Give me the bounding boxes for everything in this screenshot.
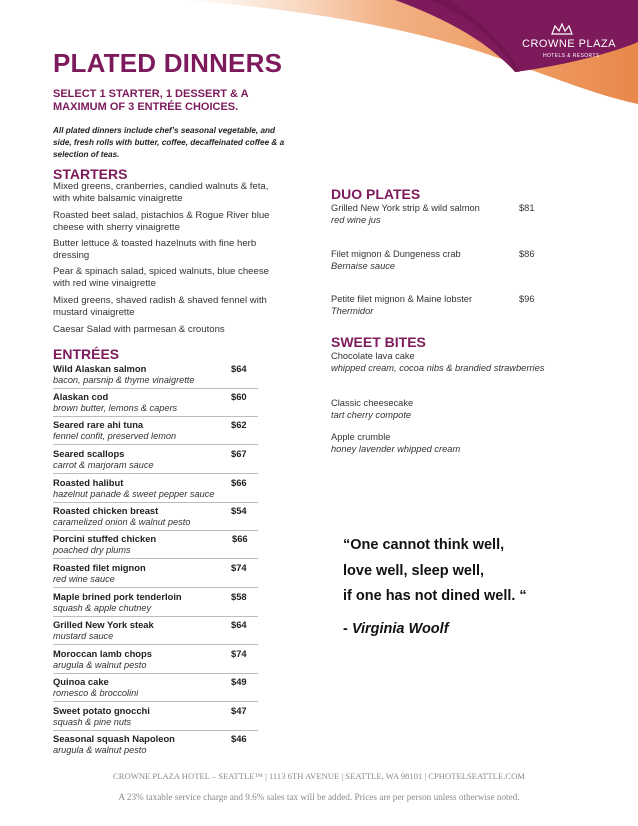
entree-name: Seared scallops xyxy=(53,448,125,459)
entree-price: $64 xyxy=(231,619,247,630)
entree-desc: red wine sauce xyxy=(53,574,115,584)
row-divider xyxy=(53,473,258,474)
starter-item: Pear & spinach salad, spiced walnuts, blue cheese with red wine vinaigrette xyxy=(53,266,269,289)
starter-item: Roasted beet salad, pistachios & Rogue River blue cheese with sherry vinaigrette xyxy=(53,210,270,233)
row-divider xyxy=(53,644,258,645)
entree-desc: caramelized onion & walnut pesto xyxy=(53,517,191,527)
entree-desc: arugula & walnut pesto xyxy=(53,660,147,670)
entree-price: $54 xyxy=(231,505,247,516)
footer-note: A 23% taxable service charge and 9.6% sales tax will be added. Prices are per person unless otherwise noted. xyxy=(118,792,520,802)
duo-name: Petite filet mignon & Maine lobster xyxy=(331,294,473,304)
quote-block xyxy=(343,533,603,610)
row-divider xyxy=(53,502,258,503)
entree-name: Quinoa cake xyxy=(53,676,109,687)
entree-desc: fennel confit, preserved lemon xyxy=(53,431,177,441)
quote-line: if one has not dined well. “ xyxy=(343,588,527,604)
entree-price: $74 xyxy=(231,648,247,659)
entree-desc: bacon, parsnip & thyme vinaigrette xyxy=(53,375,195,385)
duo-price: $81 xyxy=(519,203,535,213)
footer-address: CROWNE PLAZA HOTEL – SEATTLE™ | 1113 6TH AVENUE | SEATTLE, WA 98101 | CPHOTELSEATTLE.COM xyxy=(113,771,525,781)
entree-desc: carrot & marjoram sauce xyxy=(53,460,154,470)
starter-item: Butter lettuce & toasted hazelnuts with fine herb dressing xyxy=(53,238,257,261)
entree-desc: poached dry plums xyxy=(53,545,131,555)
quote-line: love well, sleep well, xyxy=(343,562,485,579)
selection-note: SELECT 1 STARTER, 1 DESSERT & A MAXIMUM OF 3 ENTRÉE CHOICES. xyxy=(53,88,249,113)
starter-item: Caesar Salad with parmesan & croutons xyxy=(53,324,225,335)
sweets-heading: SWEET BITES xyxy=(331,334,426,350)
entree-desc: romesco & broccolini xyxy=(53,688,139,698)
entree-name: Porcini stuffed chicken xyxy=(53,533,157,544)
entrees-heading: ENTRÉES xyxy=(53,346,120,362)
sweet-name: Apple crumble xyxy=(331,432,391,442)
entree-price: $67 xyxy=(231,448,247,459)
sweet-desc: whipped cream, cocoa nibs & brandied strawberries xyxy=(331,363,545,373)
duo-desc: red wine jus xyxy=(331,215,381,225)
entree-desc: mustard sauce xyxy=(53,631,114,641)
row-divider xyxy=(53,416,258,417)
duo-desc: Bernaise sauce xyxy=(331,261,396,271)
crown-logo-icon xyxy=(551,22,573,36)
duo-price: $96 xyxy=(519,294,535,304)
intro-text: All plated dinners include chef’s seasonal vegetable, and side, fresh rolls with butter, coffee, decaffeinated coffee & a selection of teas. xyxy=(53,126,285,159)
sweet-desc: honey lavender whipped cream xyxy=(331,444,461,454)
sweet-desc: tart cherry compote xyxy=(331,410,412,420)
entree-price: $46 xyxy=(231,733,247,744)
starter-item: Mixed greens, cranberries, candied walnuts & feta, with white balsamic vinaigrette xyxy=(53,181,269,204)
row-divider xyxy=(53,388,258,389)
brand-sub: HOTELS & RESORTS xyxy=(543,53,600,59)
duo-name: Grilled New York strip & wild salmon xyxy=(331,203,480,213)
entree-price: $47 xyxy=(231,705,247,716)
entree-name: Moroccan lamb chops xyxy=(53,648,152,659)
entree-desc: arugula & walnut pesto xyxy=(53,745,147,755)
entree-name: Roasted chicken breast xyxy=(53,505,159,516)
brand-name: CROWNE PLAZA xyxy=(522,38,617,50)
duo-name: Filet mignon & Dungeness crab xyxy=(331,249,461,259)
entree-price: $62 xyxy=(231,419,247,430)
page-title: PLATED DINNERS xyxy=(53,48,283,78)
entree-name: Grilled New York steak xyxy=(53,619,154,630)
entree-name: Seasonal squash Napoleon xyxy=(53,733,175,744)
quote-line: “One cannot think well, xyxy=(343,537,505,553)
entree-name: Roasted filet mignon xyxy=(53,562,146,573)
entree-price: $74 xyxy=(231,562,247,573)
duo-desc: Thermidor xyxy=(331,306,374,316)
entree-name: Roasted halibut xyxy=(53,477,124,488)
row-divider xyxy=(53,701,258,702)
row-divider xyxy=(53,444,258,445)
entree-desc: hazelnut panade & sweet pepper sauce xyxy=(53,489,215,499)
sweet-name: Chocolate lava cake xyxy=(331,351,415,361)
starters-heading: STARTERS xyxy=(53,166,128,182)
entree-price: $60 xyxy=(231,391,247,402)
row-divider xyxy=(53,558,258,559)
quote-author: - Virginia Woolf xyxy=(343,621,449,637)
entree-price: $49 xyxy=(231,676,247,687)
duo-price: $86 xyxy=(519,249,535,259)
entree-name: Maple brined pork tenderloin xyxy=(53,591,182,602)
sweet-name: Classic cheesecake xyxy=(331,398,414,408)
entree-name: Sweet potato gnocchi xyxy=(53,705,150,716)
entree-price: $58 xyxy=(231,591,247,602)
entree-desc: squash & apple chutney xyxy=(53,603,152,613)
starter-item: Mixed greens, shaved radish & shaved fennel with mustard vinaigrette xyxy=(53,295,267,318)
entree-name: Seared rare ahi tuna xyxy=(53,419,144,430)
row-divider xyxy=(53,673,258,674)
entree-price: $64 xyxy=(231,363,247,374)
entree-name: Wild Alaskan salmon xyxy=(53,363,147,374)
entree-desc: brown butter, lemons & capers xyxy=(53,403,178,413)
entree-price: $66 xyxy=(232,533,248,544)
row-divider xyxy=(53,530,258,531)
row-divider xyxy=(53,730,258,731)
row-divider xyxy=(53,587,258,588)
entree-desc: squash & pine nuts xyxy=(53,717,132,727)
row-divider xyxy=(53,616,258,617)
entree-price: $66 xyxy=(231,477,247,488)
duo-heading: DUO PLATES xyxy=(331,186,421,202)
entree-name: Alaskan cod xyxy=(53,391,109,402)
